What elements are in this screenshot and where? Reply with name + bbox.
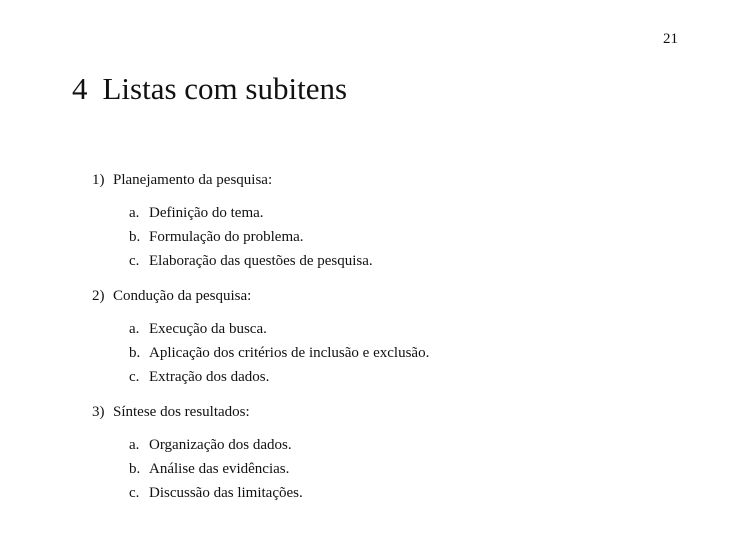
sublist-item-label: Formulação do problema.: [149, 229, 304, 245]
sublist-item: [129, 367, 429, 391]
sublist: [129, 203, 429, 275]
sublist-item-marker: c.: [129, 253, 140, 269]
list-item-label: Síntese dos resultados:: [113, 404, 250, 420]
list-item-conducao: [92, 286, 429, 391]
chapter-number: 4: [72, 71, 88, 106]
list-item-label: Planejamento da pesquisa:: [113, 172, 273, 188]
sublist-item-marker: b.: [129, 345, 141, 361]
sublist-item: [129, 319, 429, 343]
sublist-item-label: Aplicação dos critérios de inclusão e exclusão.: [149, 345, 430, 361]
sublist-item-marker: a.: [129, 205, 140, 221]
sublist-item-label: Organização dos dados.: [149, 437, 292, 453]
chapter-title: Listas com subitens: [102, 71, 348, 106]
list-item-line: [92, 286, 429, 306]
sublist-item: [129, 459, 429, 483]
sublist-item-label: Extração dos dados.: [149, 369, 270, 385]
list-item-planejamento: [92, 170, 429, 275]
list-item-label: Condução da pesquisa:: [113, 288, 252, 304]
list-item-marker: 1): [92, 172, 105, 188]
list-item-marker: 3): [92, 404, 105, 420]
chapter-heading: [72, 70, 347, 108]
sublist: [129, 319, 429, 391]
sublist-item-label: Definição do tema.: [149, 205, 264, 221]
sublist-item-marker: a.: [129, 321, 140, 337]
list-item-line: [92, 170, 429, 190]
sublist-item-label: Elaboração das questões de pesquisa.: [149, 253, 373, 269]
sublist-item: [129, 343, 429, 367]
list-item-marker: 2): [92, 288, 105, 304]
sublist-item-marker: b.: [129, 229, 141, 245]
sublist-item-marker: c.: [129, 485, 140, 501]
list-item-sintese: [92, 402, 429, 507]
nested-list: [92, 170, 429, 518]
sublist-item: [129, 251, 429, 275]
sublist-item-label: Discussão das limitações.: [149, 485, 303, 501]
sublist-item-label: Execução da busca.: [149, 321, 267, 337]
sublist-item: [129, 435, 429, 459]
page-number: 21: [663, 31, 678, 47]
sublist-item: [129, 483, 429, 507]
list-item-line: [92, 402, 429, 422]
sublist-item-marker: a.: [129, 437, 140, 453]
sublist-item: [129, 227, 429, 251]
sublist-item-label: Análise das evidências.: [149, 461, 290, 477]
sublist: [129, 435, 429, 507]
sublist-item: [129, 203, 429, 227]
sublist-item-marker: b.: [129, 461, 141, 477]
sublist-item-marker: c.: [129, 369, 140, 385]
